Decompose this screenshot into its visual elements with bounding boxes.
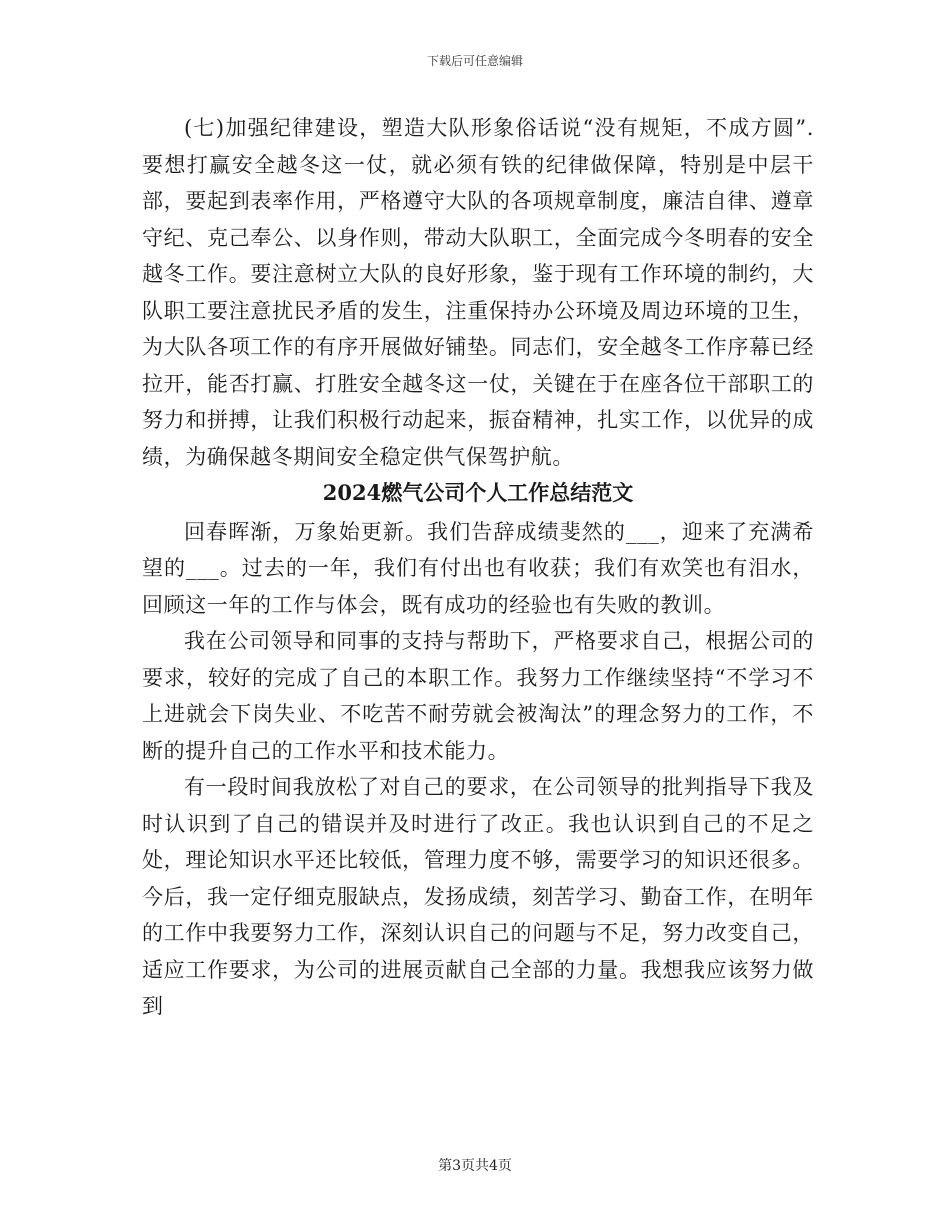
- page-number: 第3页共4页: [438, 1158, 512, 1174]
- page-header: 下载后可任意编辑: [426, 54, 523, 68]
- document-body: [142, 110, 814, 1025]
- paragraph-self-reflection: 有一段时间我放松了对自己的要求，在公司领导的批判指导下我及时认识到了自己的错误并及时进行了改正。我也认识到自己的不足之处，理论知识水平还比较低，管理力度不够，需要学习的知识还很多。今后，我一定仔细克服缺点，发扬成绩，刻苦学习、勤奋工作，在明年的工作中我要努力工作，深刻认识自己的问题与不足，努力改变自己，适应工作要求，为公司的进展贡献自己全部的力量。我想我应该努力做到: [142, 775, 814, 1018]
- paragraph-work-summary: 我在公司领导和同事的支持与帮助下，严格要求自己，根据公司的要求，较好的完成了自己的本职工作。我努力工作继续坚持“不学习不上进就会下岗失业、不吃苦不耐劳就会被淘汰”的理念努力的工作，不断的提升自己的工作水平和技术能力。: [142, 629, 814, 763]
- paragraph-intro: 回春晖渐，万象始更新。我们告辞成绩斐然的___，迎来了充满希望的___。过去的一年，我们有付出也有收获；我们有欢笑也有泪水，回顾这一年的工作与体会，既有成功的经验也有失败的教训。: [142, 519, 814, 617]
- paragraph-discipline: (七)加强纪律建设，塑造大队形象俗话说“没有规矩，不成方圆”.要想打赢安全越冬这一仗，就必须有铁的纪律做保障，特别是中层干部，要起到表率作用，严格遵守大队的各项规章制度，廉洁自律、遵章守纪、克己奉公、以身作则，带动大队职工，全面完成今冬明春的安全越冬工作。要注意树立大队的良好形象，鉴于现有工作环境的制约，大队职工要注意扰民矛盾的发生，注重保持办公环境及周边环境的卫生，为大队各项工作的有序开展做好铺垫。同志们，安全越冬工作序幕已经拉开，能否打赢、打胜安全越冬这一仗，关键在于在座各位干部职工的努力和拼搏，让我们积极行动起来，振奋精神，扎实工作，以优异的成绩，为确保越冬期间安全稳定供气保驾护航。: [142, 116, 814, 469]
- document-title: 2024燃气公司个人工作总结范文: [322, 480, 634, 505]
